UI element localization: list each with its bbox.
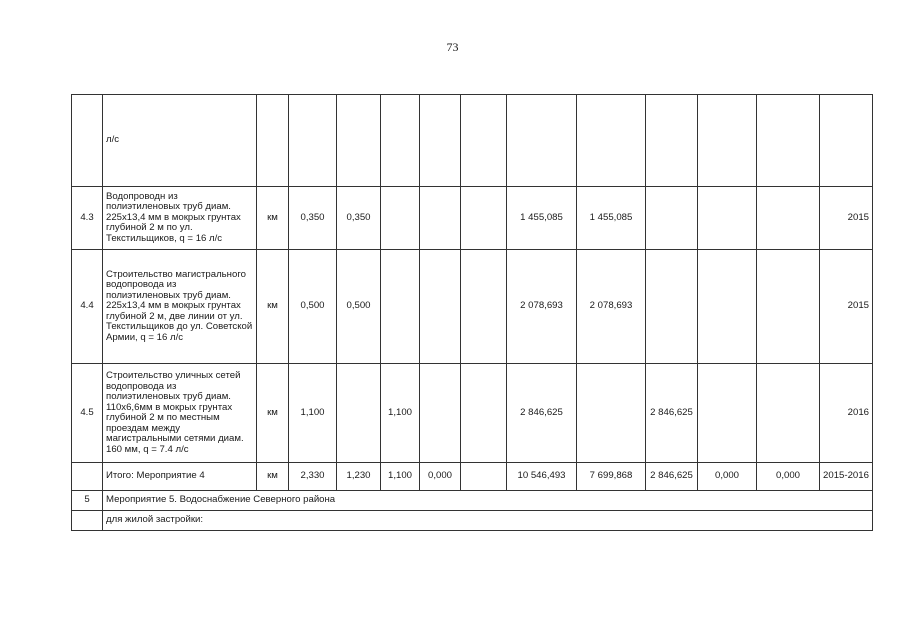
row-cost-2015: 2 078,693 bbox=[577, 250, 646, 364]
row-description: Строительство магистрального водопровода из полиэтиленовых труб диам. 225х13,4 мм в мокрых грунтах глубиной 2 м, две линии от ул. Текстильщиков до ул. Советской Армии, q = 16 л/с bbox=[103, 250, 257, 364]
row-cost-2015: 1 455,085 bbox=[577, 187, 646, 250]
row-length-total: 2,330 bbox=[289, 463, 337, 491]
row-length-total: 0,500 bbox=[289, 250, 337, 364]
row-empty bbox=[461, 463, 507, 491]
row-number: 4.3 bbox=[72, 187, 103, 250]
row-unit: км bbox=[257, 250, 289, 364]
row-years: 2015 bbox=[820, 250, 873, 364]
row-cost-a bbox=[698, 364, 757, 463]
section-number: 5 bbox=[72, 491, 103, 511]
row-cost-a bbox=[698, 187, 757, 250]
row-length-total: 1,100 bbox=[289, 364, 337, 463]
row-years: 2015 bbox=[820, 187, 873, 250]
row-cost-2016 bbox=[646, 250, 698, 364]
row-cost-b: 0,000 bbox=[757, 463, 820, 491]
row-empty bbox=[461, 250, 507, 364]
section-title: Мероприятие 5. Водоснабжение Северного района bbox=[103, 491, 873, 511]
row-years bbox=[820, 95, 873, 187]
row-cost-2016 bbox=[646, 187, 698, 250]
row-unit: км bbox=[257, 187, 289, 250]
row-number bbox=[72, 95, 103, 187]
row-length-other bbox=[420, 187, 461, 250]
row-number: 4.5 bbox=[72, 364, 103, 463]
page-number: 73 bbox=[446, 40, 459, 54]
row-description: Итого: Мероприятие 4 bbox=[103, 463, 257, 491]
row-empty bbox=[461, 95, 507, 187]
row-unit bbox=[257, 95, 289, 187]
row-cost-total: 10 546,493 bbox=[507, 463, 577, 491]
row-cost-a: 0,000 bbox=[698, 463, 757, 491]
row-cost-b bbox=[757, 250, 820, 364]
row-cost-b bbox=[757, 187, 820, 250]
row-cost-2016 bbox=[646, 95, 698, 187]
measures-table bbox=[71, 94, 873, 531]
row-cost-b bbox=[757, 364, 820, 463]
row-length-2015 bbox=[337, 364, 381, 463]
row-cost-2015 bbox=[577, 364, 646, 463]
row-number: 4.4 bbox=[72, 250, 103, 364]
row-cost-2016: 2 846,625 bbox=[646, 463, 698, 491]
row-length-2015: 0,500 bbox=[337, 250, 381, 364]
row-cost-total: 2 846,625 bbox=[507, 364, 577, 463]
row-length-other bbox=[420, 364, 461, 463]
section-number bbox=[72, 511, 103, 531]
section-row bbox=[72, 491, 873, 511]
row-cost-2016: 2 846,625 bbox=[646, 364, 698, 463]
row-length-2016: 1,100 bbox=[381, 364, 420, 463]
row-length-2015: 0,350 bbox=[337, 187, 381, 250]
row-length-2016: 1,100 bbox=[381, 463, 420, 491]
row-cost-b bbox=[757, 95, 820, 187]
row-cost-2015 bbox=[577, 95, 646, 187]
row-cost-a bbox=[698, 250, 757, 364]
table-row bbox=[72, 364, 873, 463]
row-cost-a bbox=[698, 95, 757, 187]
table-row bbox=[72, 95, 873, 187]
row-description: Водопроводн из полиэтиленовых труб диам. 225х13,4 мм в мокрых грунтах глубиной 2 м по ул. Текстильщиков, q = 16 л/с bbox=[103, 187, 257, 250]
row-length-other bbox=[420, 95, 461, 187]
row-cost-total: 1 455,085 bbox=[507, 187, 577, 250]
row-cost-total: 2 078,693 bbox=[507, 250, 577, 364]
row-unit: км bbox=[257, 463, 289, 491]
row-number bbox=[72, 463, 103, 491]
table-row bbox=[72, 250, 873, 364]
table-row bbox=[72, 187, 873, 250]
row-length-total: 0,350 bbox=[289, 187, 337, 250]
table-row-total bbox=[72, 463, 873, 491]
row-empty bbox=[461, 187, 507, 250]
row-description: л/с bbox=[103, 95, 257, 187]
row-years: 2015-2016 bbox=[820, 463, 873, 491]
row-length-other: 0,000 bbox=[420, 463, 461, 491]
section-subrow bbox=[72, 511, 873, 531]
row-cost-total bbox=[507, 95, 577, 187]
row-length-other bbox=[420, 250, 461, 364]
row-length-2015: 1,230 bbox=[337, 463, 381, 491]
row-length-2015 bbox=[337, 95, 381, 187]
row-length-2016 bbox=[381, 187, 420, 250]
row-years: 2016 bbox=[820, 364, 873, 463]
row-empty bbox=[461, 364, 507, 463]
section-subtitle: для жилой застройки: bbox=[103, 511, 873, 531]
row-unit: км bbox=[257, 364, 289, 463]
row-length-total bbox=[289, 95, 337, 187]
row-description: Строительство уличных сетей водопровода из полиэтиленовых труб диам. 110х6,6мм в мокрых грунтах глубиной 2 м по местным проездам между магистральными сетями диам. 160 мм, q = 7.4 л/с bbox=[103, 364, 257, 463]
row-length-2016 bbox=[381, 95, 420, 187]
row-cost-2015: 7 699,868 bbox=[577, 463, 646, 491]
row-length-2016 bbox=[381, 250, 420, 364]
